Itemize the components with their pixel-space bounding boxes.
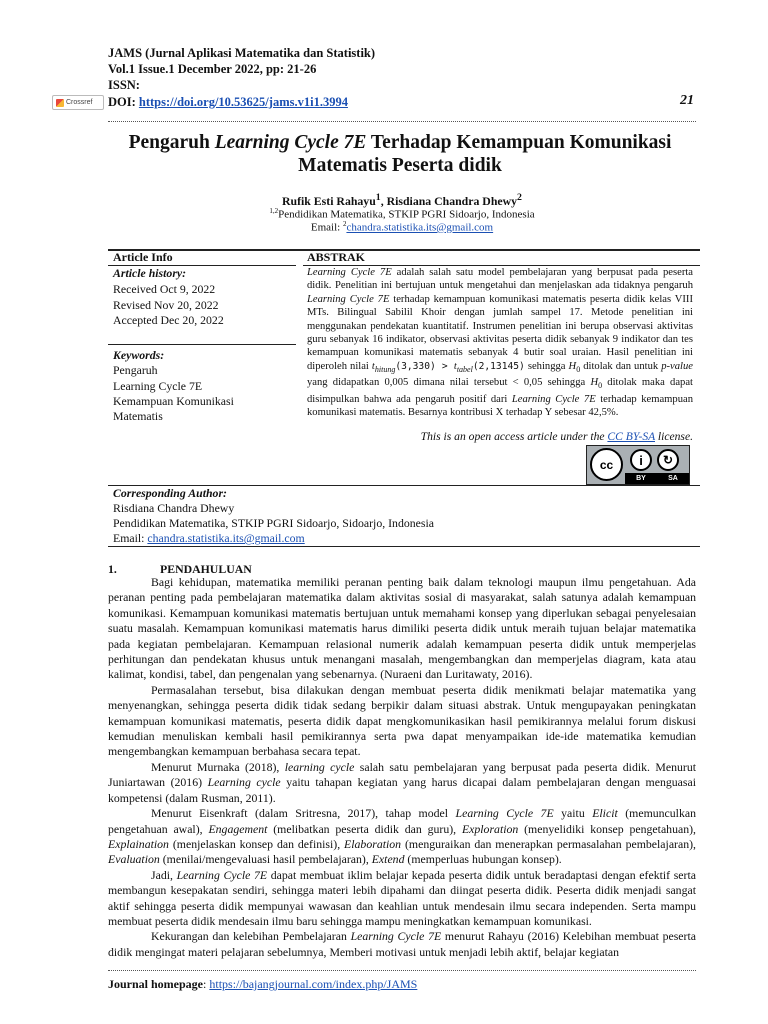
journal-homepage-link[interactable]: https://bajangjournal.com/index.php/JAMS xyxy=(209,977,418,991)
h0: H xyxy=(568,360,577,372)
t-hitung-value: (3,330) > xyxy=(395,360,454,372)
license-line xyxy=(307,430,693,443)
journal-name: JAMS (Jurnal Aplikasi Matematika dan Statistik) xyxy=(108,46,376,60)
corresponding-email-link[interactable]: chandra.statistika.its@gmail.com xyxy=(147,531,305,545)
license-text: This is an open access article under the xyxy=(420,430,608,443)
abstract-span: sehingga xyxy=(524,360,569,372)
footer-sep: : xyxy=(203,977,210,991)
abstract-span: yang didapatkan 0,005 dimana nilai tersebut < 0,05 sehingga xyxy=(307,377,591,389)
revised-date: Revised Nov 20, 2022 xyxy=(113,297,219,312)
text-span: menurut Rahayu (2016) Kelebihan membuat peserta didik mengingat materi pelajaran sebelumnya, Memberi motivasi untuk menjadi lebih aktif, belajar kegiatan xyxy=(108,929,696,959)
doi-line xyxy=(108,95,348,110)
text-span: (menguraikan dan menerapkan permasalahan pembelajaran), xyxy=(401,836,696,851)
text-italic: Evaluation xyxy=(108,852,160,867)
paragraph xyxy=(108,929,696,960)
text-italic: Learning Cycle 7E xyxy=(455,806,554,821)
keyword: Kemampuan Komunikasi xyxy=(113,393,234,408)
corresponding-author xyxy=(113,486,693,546)
text-italic: Learning Cycle 7E xyxy=(350,929,442,944)
t-tabel-sub: tabel xyxy=(456,364,473,374)
received-date: Received Oct 9, 2022 xyxy=(113,281,216,296)
email-label: Email: xyxy=(310,221,343,234)
text-span: Menurut Eisenkraft (dalam Sritresna, 2017), tahap model xyxy=(151,806,456,821)
abstract-span: ditolak dan untuk xyxy=(580,360,662,372)
t-tabel: t xyxy=(453,360,457,372)
text-italic: Exploration xyxy=(461,821,519,836)
crossref-badge[interactable] xyxy=(52,95,104,110)
license-link[interactable]: CC BY-SA xyxy=(607,430,655,443)
keyword: Learning Cycle 7E xyxy=(113,378,203,393)
h0: H xyxy=(590,377,599,389)
text-italic: learning cycle xyxy=(284,759,355,774)
title-italic: Learning Cycle 7E xyxy=(214,132,367,153)
text-span: (menyelidiki konsep pengetahuan), xyxy=(518,821,696,836)
author-name: Rufik Esti Rahayu xyxy=(282,193,376,208)
p-value: p-value xyxy=(661,360,693,372)
text-italic: Learning cycle xyxy=(207,775,281,790)
h0-sub: 0 xyxy=(576,364,581,374)
text-span: (menilai/mengevaluasi hasil pembelajaran), xyxy=(159,852,372,867)
author-sup: 1 xyxy=(375,192,381,203)
history-label: Article history: xyxy=(113,266,187,280)
footer-label: Journal homepage xyxy=(108,977,204,991)
corresponding-email-line xyxy=(113,531,693,546)
affil-sup: 1,2 xyxy=(269,207,279,215)
abstract-span: ditolak maka dapat disimpulkan bahwa ada pengaruh positif dari xyxy=(307,377,693,405)
text-italic: Engagement xyxy=(208,821,268,836)
h0-sub: 0 xyxy=(598,381,603,391)
corresponding-label: Corresponding Author: xyxy=(113,486,227,500)
text-span: Jadi, xyxy=(151,867,177,882)
section-title: PENDAHULUAN xyxy=(160,562,252,576)
abstract-span: terhadap kemampuan komunikasi matematis. Besarnya kontribusi X terhadap Y sebesar 42,5%. xyxy=(307,393,693,419)
keyword: Pengaruh xyxy=(113,363,158,378)
affiliation-line xyxy=(108,207,696,221)
paragraph: Bagi kehidupan, matematika memiliki peranan penting baik dalam teknologi maupun ilmu pengetahuan. Ada peranan penting pada pembelajaran matematika dalam aktivitas sosial di masyarakat, salah satunya adalah kemampuan komunikasi. Kemampuan komunikasi matematis bertujuan untuk memahami konsep yang diperlukan sebagai penyelesaian suatu masalah. Kemampuan komunikasi matematis harus dimiliki peserta didik untuk meraih tujuan belajar matematika pada kegiatan pembelajaran. Kemampuan relasional numerik adalah kemampuan peserta didik untuk memperjelas perhitungan dan pendekatan khusus untuk menangani masalah, mengembangkan dan memperjelas diagram, kata atau kalimat, kondisi, tabel, dan pengenalan yang sebenarnya. (Nuraeni dan Luritawaty, 2016). xyxy=(108,575,696,682)
email-line xyxy=(108,220,696,234)
license-text: license. xyxy=(655,430,693,443)
accepted-date: Accepted Dec 20, 2022 xyxy=(113,313,224,328)
abstract-italic: Learning Cycle 7E xyxy=(307,267,392,278)
abstract-span: adalah salah satu model pembelajaran yang berpusat pada peserta didik. Penelitian ini bertujuan untuk mengetahui dan menjelaskan ada tidaknya pengaruh xyxy=(307,267,694,292)
abstract-span: terhadap kemampuan komunikasi matematis peserta didik kelas VIII MTs. Bilingual Sabilil Khoir dengan jumlah sampel 17. Metode penelitian ini menggunakan pendekatan kuantitatif. Instrumen penelitian ini berupa observasi aktivitas guru sebanyak 16 indikator, observasi aktivitas peserta didik sebanyak 9 indikator dan tes kemampuan komunikasi matematis sebanyak 4 butir soal uraian. Hasil penelitian ini diperoleh nilai xyxy=(307,293,693,372)
paragraph xyxy=(108,806,696,868)
title-part: Pengaruh xyxy=(128,132,210,153)
article-history xyxy=(113,266,298,329)
text-italic: Extend xyxy=(371,852,405,867)
author-email-link[interactable]: chandra.statistika.its@gmail.com xyxy=(346,221,494,234)
doi-label: DOI: xyxy=(108,95,136,109)
keywords-rule xyxy=(108,344,296,345)
text-span: Kekurangan dan kelebihan Pembelajaran xyxy=(151,929,351,944)
text-span: (memperluas hubungan konsep). xyxy=(404,852,562,867)
text-span: (melibatkan peserta didik dan guru), xyxy=(267,821,462,836)
article-info-heading: Article Info xyxy=(113,250,173,264)
title-part: Terhadap Kemampuan Komunikasi xyxy=(370,132,672,153)
cc-icon: cc xyxy=(590,448,623,481)
abstract-italic: Learning Cycle 7E xyxy=(511,393,596,405)
author-sup: 2 xyxy=(517,192,522,203)
paragraph xyxy=(108,868,696,930)
footer-line xyxy=(108,977,417,992)
author-sep: , xyxy=(380,193,387,208)
text-span: Menurut Murnaka (2018), xyxy=(151,759,285,774)
header-divider xyxy=(108,121,696,122)
text-span: yaitu tahapan kegiatan yang harus dicapai dalam pembelajaran dengan menguasai kompetensi (dalam Rusman, 2011). xyxy=(108,775,696,805)
author-name: Risdiana Chandra Dhewy xyxy=(386,193,518,208)
cc-by-label: BY xyxy=(636,475,646,482)
page-number: 21 xyxy=(680,93,694,108)
box-top-rule xyxy=(108,249,700,251)
text-italic: Elicit xyxy=(592,806,618,821)
corresponding-affiliation: Pendidikan Matematika, STKIP PGRI Sidoarjo, Sidoarjo, Indonesia xyxy=(113,516,434,530)
cc-sa-label: SA xyxy=(668,475,678,482)
text-span: salah satu pembelajaran yang berpusat pada peserta didik. Menurut Juniartawan (2016) xyxy=(108,759,696,790)
text-span: (menjelaskan konsep dan definisi), xyxy=(168,836,345,851)
abstract-italic: Learning Cycle 7E xyxy=(307,293,390,305)
by-person-icon: i xyxy=(630,449,652,471)
crossref-label: Crossref xyxy=(66,99,93,106)
paragraph xyxy=(108,760,696,806)
t-hitung-sub: hitung xyxy=(374,364,396,374)
affiliation: Pendidikan Matematika, STKIP PGRI Sidoarjo, Indonesia xyxy=(278,208,535,221)
t-tabel-value: (2,13145) xyxy=(472,360,525,372)
journal-issn: ISSN: xyxy=(108,78,140,92)
section-number: 1. xyxy=(108,562,117,576)
abstract-heading: ABSTRAK xyxy=(307,250,366,264)
title-line2: Matematis Peserta didik xyxy=(298,155,502,176)
share-alike-icon: ↻ xyxy=(657,449,679,471)
text-span: yaitu xyxy=(553,806,593,821)
text-span: (memunculkan pengetahuan awal), xyxy=(108,806,696,836)
journal-volume: Vol.1 Issue.1 December 2022, pp: 21-26 xyxy=(108,62,317,76)
abstract-text xyxy=(307,266,693,420)
cc-band xyxy=(625,473,689,484)
cc-by-sa-badge[interactable] xyxy=(586,445,690,485)
corresponding-rule xyxy=(108,546,700,547)
text-italic: Learning Cycle 7E xyxy=(176,867,268,882)
corresponding-email-label: Email: xyxy=(113,531,148,545)
keyword: Matematis xyxy=(113,409,163,424)
text-span: dapat membuat iklim belajar kepada peserta didik untuk beradaptasi dengan efektif serta membangun kesepakatan sendiri, sehingga materi lebih dipahami dan diingat peserta didik. Peserta didik menjadi sangat aktif sehingga peserta didik mempunyai wawasan dan keahlian untuk mendesain ilmu secara independen. Serta mampu membuat peserta didik mendesain ilmu baru sehingga mampu meningkatkan kemampuan komunikasi. xyxy=(108,867,696,928)
corresponding-name: Risdiana Chandra Dhewy xyxy=(113,501,235,515)
t-hitung: t xyxy=(371,360,375,372)
keywords-label: Keywords: xyxy=(113,348,165,362)
email-sup: 2 xyxy=(342,220,347,228)
paragraph: Permasalahan tersebut, bisa dilakukan dengan membuat peserta didik menikmati belajar matematika yang menyenangkan, sehingga peserta didik tidak sedang berpikir dalam situasi abstrak. Untuk mengupayakan peningkatan kemampuan komunikasi matematis, peserta didik dapat mengkomunikasikan hasil pemikirannya melalui forum diskusi kemudian menuliskan kembali hasil pemikirannya serta pwa dapat menyampaikan ide-ide matematika kemudian mengembangkan kemampuan berbahasa secara tepat. xyxy=(108,682,696,759)
crossref-icon xyxy=(56,99,64,107)
text-italic: Explaination xyxy=(108,836,169,851)
text-italic: Elaboration xyxy=(344,836,402,851)
paper-title xyxy=(90,131,710,177)
footer-divider xyxy=(108,970,696,971)
body-text xyxy=(108,575,696,960)
doi-link[interactable]: https://doi.org/10.53625/jams.v1i1.3994 xyxy=(138,95,348,109)
keywords-block xyxy=(113,348,298,424)
